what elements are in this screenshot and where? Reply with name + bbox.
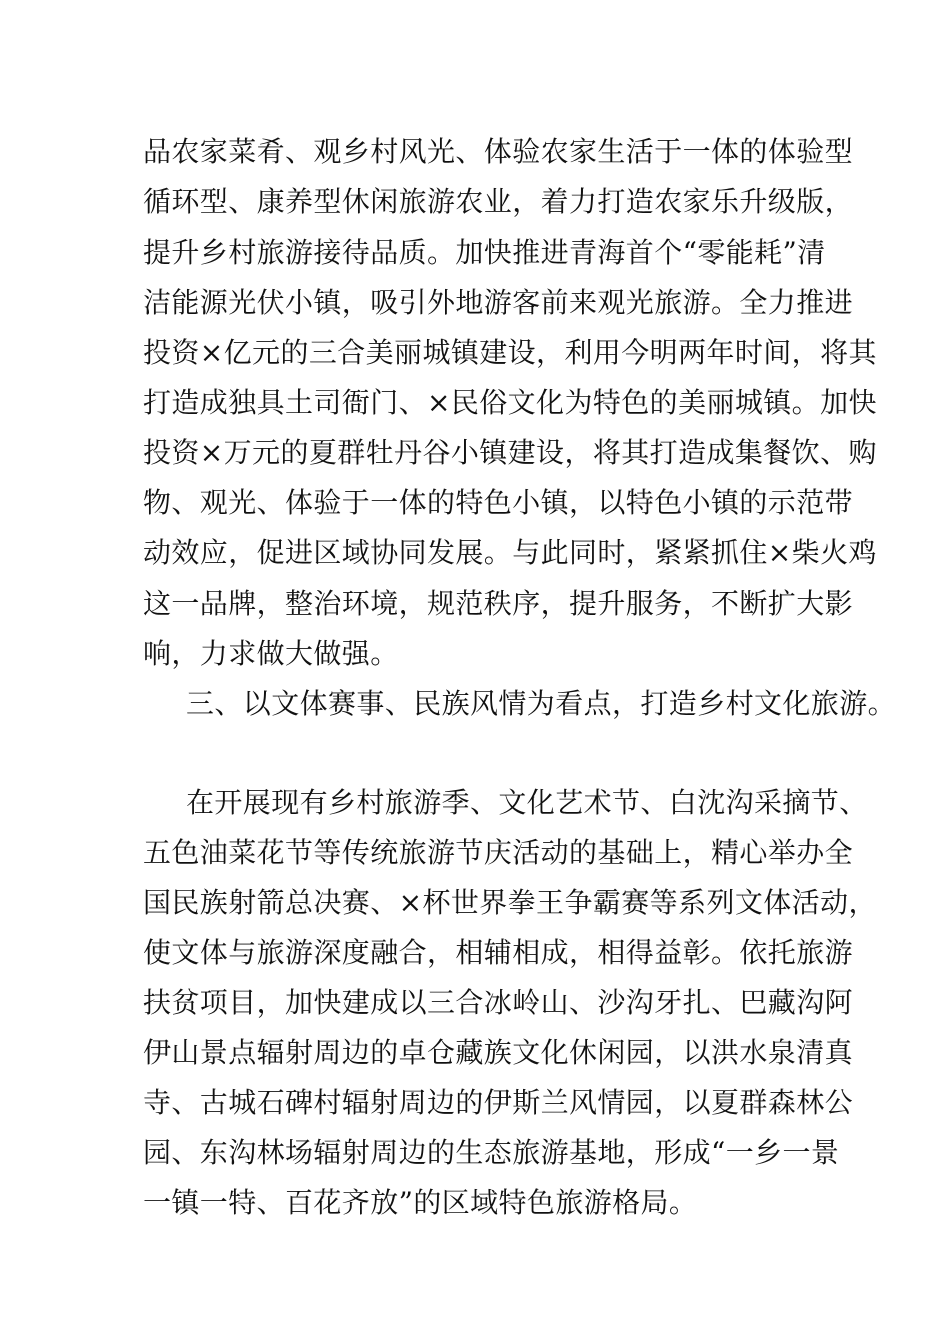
paragraph-1-line-3: 提升乡村旅游接待品质。加快推进青海首个“零能耗”清 <box>143 236 826 269</box>
paragraph-2-line-1: 在开展现有乡村旅游季、文化艺术节、白沈沟采摘节、 <box>186 786 868 819</box>
paragraph-1-line-11: 响，力求做大做强。 <box>143 637 399 670</box>
paragraph-2-line-8: 园、东沟林场辐射周边的生态旅游基地，形成“一乡一景 <box>143 1136 840 1169</box>
paragraph-2-line-6: 伊山景点辐射周边的卓仓藏族文化休闲园，以洪水泉清真 <box>143 1036 854 1069</box>
paragraph-2-line-7: 寺、古城石碑村辐射周边的伊斯兰风情园，以夏群森林公 <box>143 1086 854 1119</box>
paragraph-2-line-4: 使文体与旅游深度融合，相辅相成，相得益彰。依托旅游 <box>143 936 854 969</box>
paragraph-1-line-9: 动效应，促进区域协同发展。与此同时，紧紧抓住×柴火鸡 <box>143 536 877 569</box>
section-heading: 三、以文体赛事、民族风情为看点，打造乡村文化旅游。 <box>186 687 897 720</box>
paragraph-1-line-4: 洁能源光伏小镇，吸引外地游客前来观光旅游。全力推进 <box>143 286 854 319</box>
paragraph-2-line-2: 五色油菜花节等传统旅游节庆活动的基础上，精心举办全 <box>143 836 854 869</box>
paragraph-1-line-5: 投资×亿元的三合美丽城镇建设，利用今明两年时间，将其 <box>143 336 877 369</box>
paragraph-1-line-10: 这一品牌，整治环境，规范秩序，提升服务，不断扩大影 <box>143 587 854 620</box>
paragraph-1-line-2: 循环型、康养型休闲旅游农业，着力打造农家乐升级版， <box>143 185 854 218</box>
paragraph-1-line-6: 打造成独具土司衙门、×民俗文化为特色的美丽城镇。加快 <box>143 386 877 419</box>
paragraph-2-line-9: 一镇一特、百花齐放”的区域特色旅游格局。 <box>143 1186 698 1219</box>
paragraph-1-line-7: 投资×万元的夏群牡丹谷小镇建设，将其打造成集餐饮、购 <box>143 436 877 469</box>
paragraph-2-line-5: 扶贫项目，加快建成以三合冰岭山、沙沟牙扎、巴藏沟阿 <box>143 986 854 1019</box>
paragraph-1-line-1: 品农家菜肴、观乡村风光、体验农家生活于一体的体验型 <box>143 135 854 168</box>
paragraph-1-line-8: 物、观光、体验于一体的特色小镇，以特色小镇的示范带 <box>143 486 854 519</box>
paragraph-2-line-3: 国民族射箭总决赛、×杯世界拳王争霸赛等系列文体活动， <box>143 886 877 919</box>
